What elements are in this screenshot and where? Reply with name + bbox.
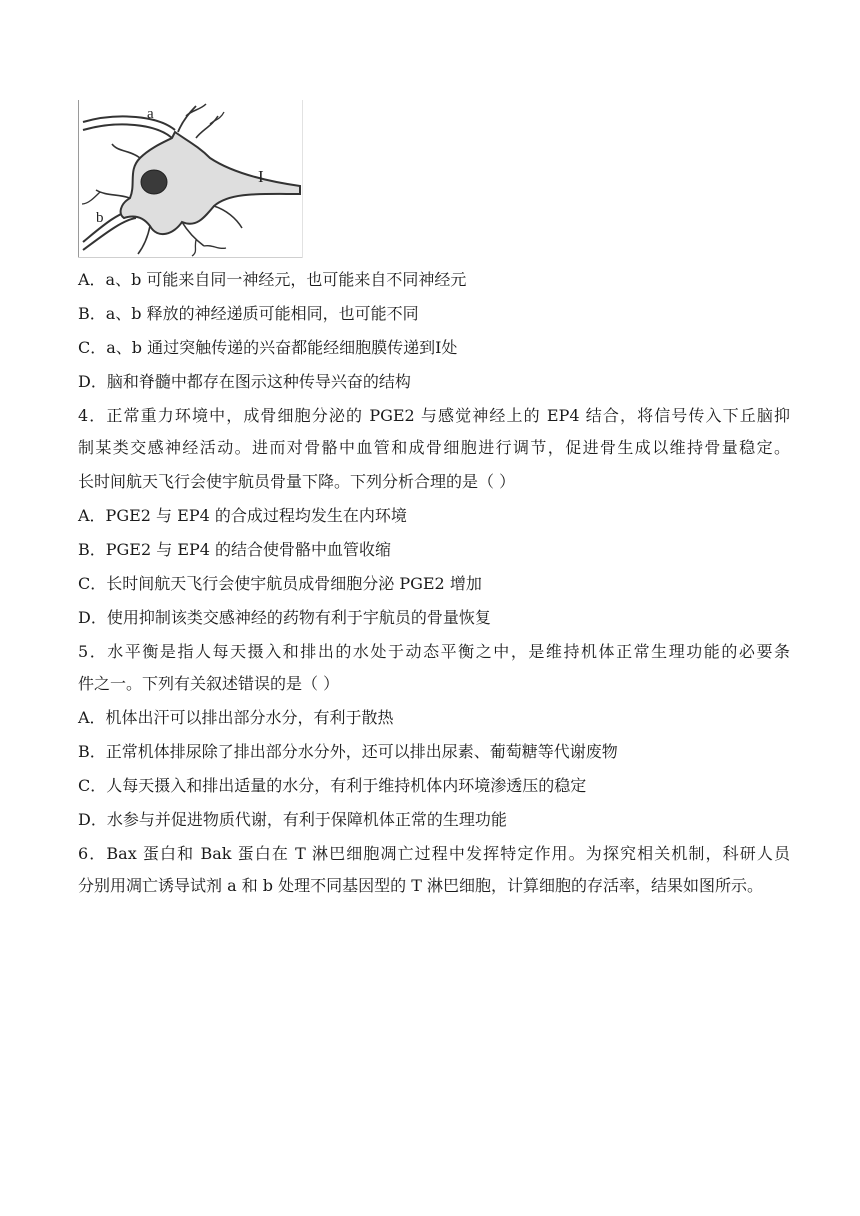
q5-option-d: D．水参与并促进物质代谢，有利于保障机体正常的生理功能 bbox=[78, 810, 507, 829]
q5-stem-line-1: 5．水平衡是指人每天摄入和排出的水处于动态平衡之中，是维持机体正常生理功能的必要条 bbox=[78, 642, 790, 661]
q4-option-c: C．长时间航天飞行会使宇航员成骨细胞分泌 PGE2 增加 bbox=[78, 574, 482, 593]
q5-option-c: C．人每天摄入和排出适量的水分，有利于维持机体内环境渗透压的稳定 bbox=[78, 776, 587, 795]
label-I: I bbox=[258, 167, 264, 186]
q5-option-a: A．机体出汗可以排出部分水分，有利于散热 bbox=[78, 708, 394, 727]
q3-option-d: D．脑和脊髓中都存在图示这种传导兴奋的结构 bbox=[78, 372, 411, 391]
q4-stem-line-1: 4．正常重力环境中，成骨细胞分泌的 PGE2 与感觉神经上的 EP4 结合，将信号传入下丘脑抑 bbox=[78, 406, 790, 425]
q4-stem-line-2: 制某类交感神经活动。进而对骨骼中血管和成骨细胞进行调节，促进骨生成以维持骨量稳定。 bbox=[78, 438, 790, 457]
q3-option-b: B．a、b 释放的神经递质可能相同，也可能不同 bbox=[78, 304, 419, 323]
q5-stem-line-2: 件之一。下列有关叙述错误的是（ ） bbox=[78, 674, 340, 693]
q3-option-a: A．a、b 可能来自同一神经元，也可能来自不同神经元 bbox=[78, 270, 467, 289]
label-a: a bbox=[147, 106, 154, 122]
q4-option-a: A．PGE2 与 EP4 的合成过程均发生在内环境 bbox=[78, 506, 407, 525]
q4-option-b: B．PGE2 与 EP4 的结合使骨骼中血管收缩 bbox=[78, 540, 392, 559]
q6-stem-line-1: 6．Bax 蛋白和 Bak 蛋白在 T 淋巴细胞凋亡过程中发挥特定作用。为探究相关机制，科研人员 bbox=[78, 844, 790, 863]
q4-option-d: D．使用抑制该类交感神经的药物有利于宇航员的骨量恢复 bbox=[78, 608, 491, 627]
q6-stem-line-2: 分别用凋亡诱导试剂 a 和 b 处理不同基因型的 T 淋巴细胞，计算细胞的存活率，结果如图所示。 bbox=[78, 876, 763, 895]
q5-option-b: B．正常机体排尿除了排出部分水分外，还可以排出尿素、葡萄糖等代谢废物 bbox=[78, 742, 618, 761]
neuron-figure bbox=[78, 100, 303, 258]
label-b: b bbox=[96, 210, 104, 226]
nucleus bbox=[141, 170, 167, 194]
q4-stem-line-3: 长时间航天飞行会使宇航员骨量下降。下列分析合理的是（ ） bbox=[78, 472, 516, 491]
q3-option-c: C．a、b 通过突触传递的兴奋都能经细胞膜传递到Ⅰ处 bbox=[78, 338, 458, 357]
